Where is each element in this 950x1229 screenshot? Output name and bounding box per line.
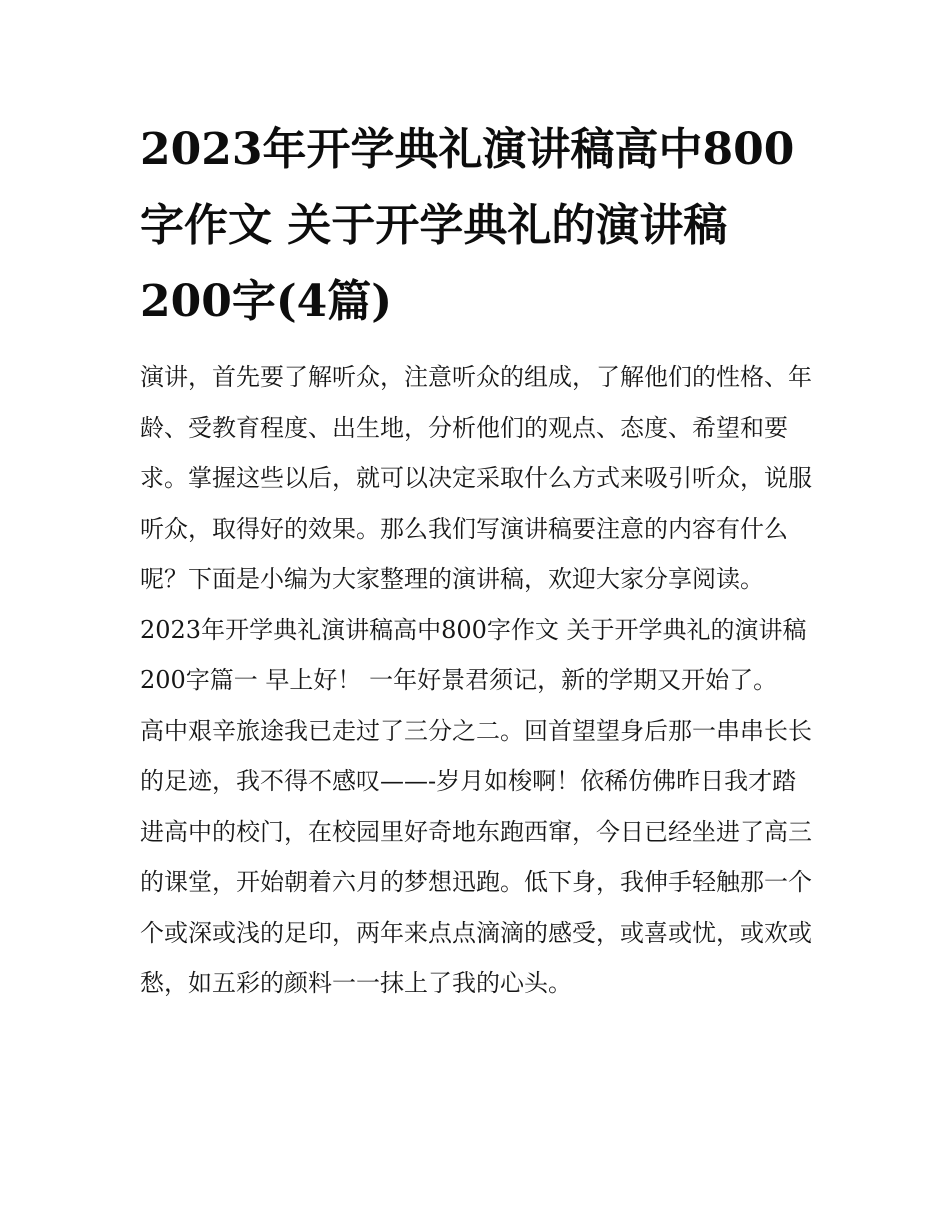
paragraph-body: 高中艰辛旅途我已走过了三分之二。回首望望身后那一串串长长的足迹，我不得不感叹——-岁月如梭啊！依稀仿佛昨日我才踏进高中的校门，在校园里好奇地东跑西窜，今日已经坐进了高三的课堂，开始朝着六月的梦想迅跑。低下身，我伸手轻触那一个个或深或浅的足印，两年来点点滴滴的感受，或喜或忧，或欢或愁，如五彩的颜料一一抹上了我的心头。	[140, 716, 812, 997]
document-page	[140, 112, 812, 1009]
paragraph-speech-heading: 2023年开学典礼演讲稿高中800字作文 关于开学典礼的演讲稿200字篇一 早上好！ 一年好景君须记，新的学期又开始了。	[140, 615, 807, 694]
paragraph-intro: 演讲，首先要了解听众，注意听众的组成，了解他们的性格、年龄、受教育程度、出生地，分析他们的观点、态度、希望和要求。掌握这些以后，就可以决定采取什么方式来吸引听众，说服听众，取得好的效果。那么我们写演讲稿要注意的内容有什么呢？下面是小编为大家整理的演讲稿，欢迎大家分享阅读。	[140, 363, 812, 593]
document-title: 2023年开学典礼演讲稿高中800字作文 关于开学典礼的演讲稿200字(4篇)	[140, 124, 795, 327]
